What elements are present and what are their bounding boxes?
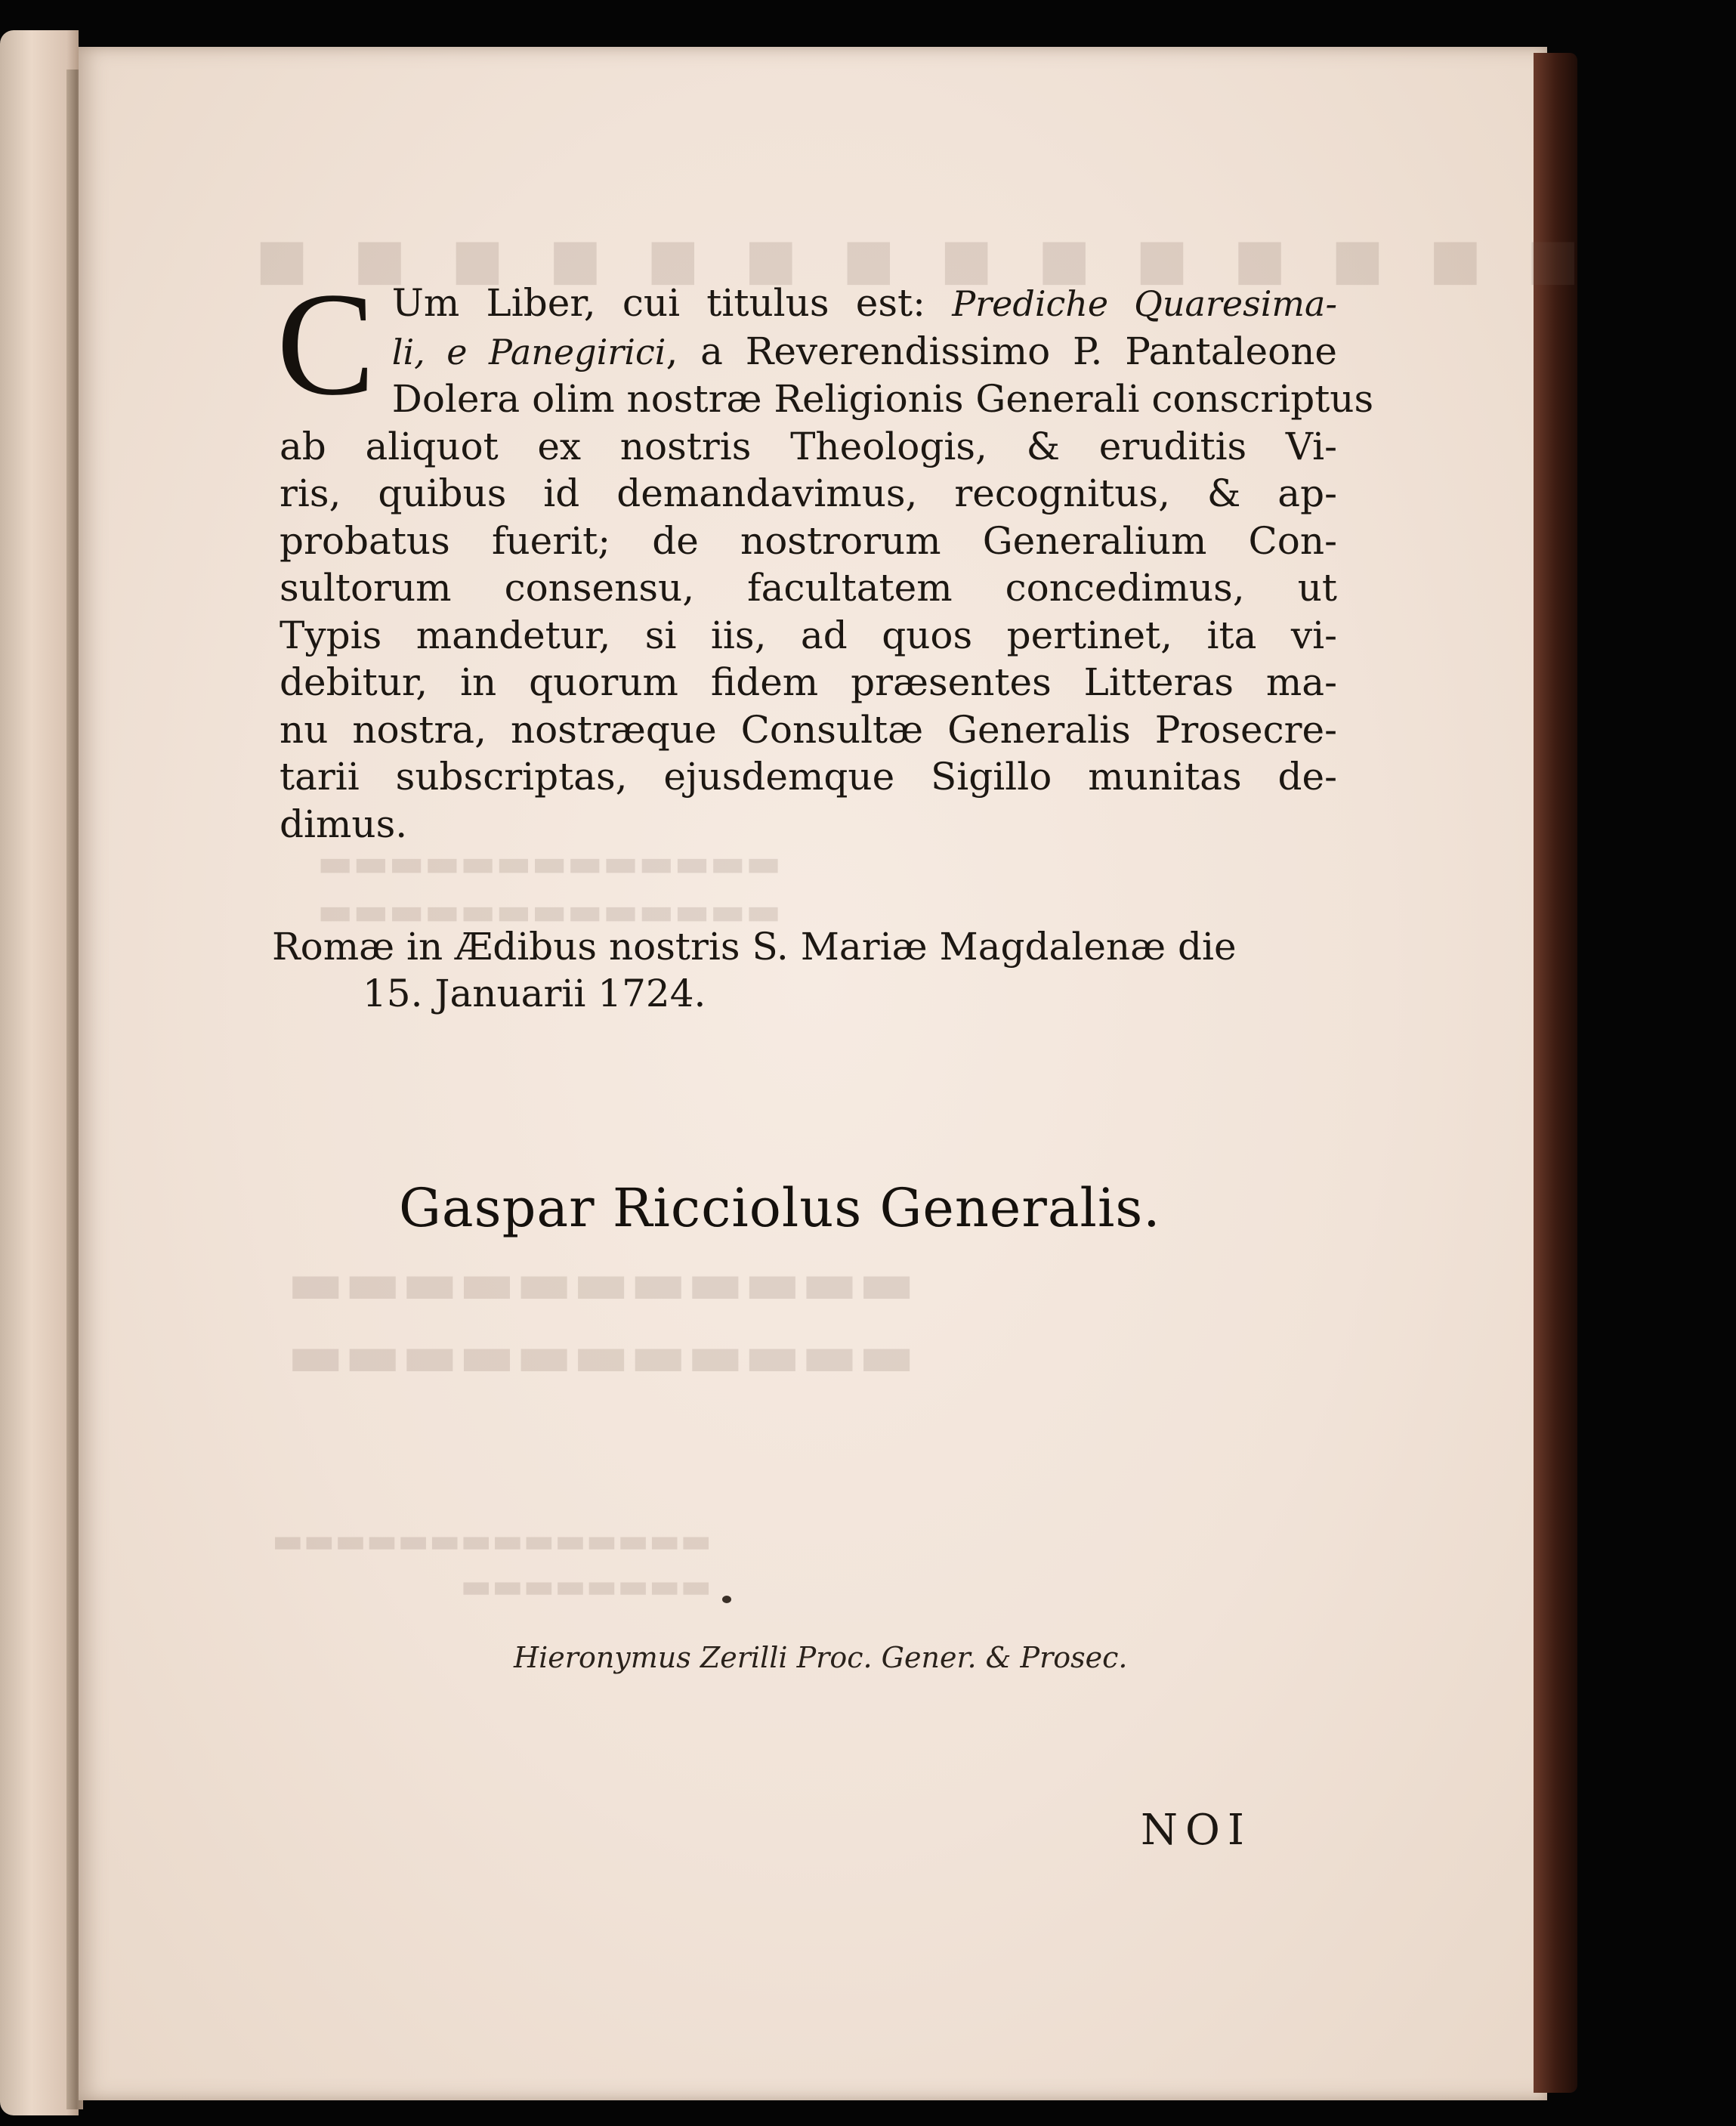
paragraph-line: ris, quibus id demandavimus, recognitus, & ap- [280,471,1337,515]
book-spine-edge [1534,53,1577,2093]
show-through-footer: ▬▬▬▬▬▬▬▬▬▬▬▬▬▬ ▬▬▬▬▬▬▬▬ [272,1522,712,1605]
show-through-heading: ■ ■ ■ ■ ■ ■ ■ ■ ■ ■ ■ ■ ■ ■ [242,227,1580,292]
bullet-dot-icon [722,1596,731,1603]
dateline-date: 15. Januarii 1724. [363,972,706,1015]
paragraph-line: li, e Panegirici, a Reverendissimo P. Pantaleone [391,329,1337,373]
paragraph-line: dimus. [280,802,408,846]
paragraph-line: debitur, in quorum fidem præsentes Litteras ma- [280,660,1337,704]
paragraph-line: Dolera olim nostræ Religionis Generali conscriptus [391,377,1374,421]
paragraph-line: ab aliquot ex nostris Theologis, & eruditis Vi- [280,424,1337,468]
show-through-block: ▬▬▬▬▬▬▬▬▬▬▬▬▬ ▬▬▬▬▬▬▬▬▬▬▬▬▬ [317,841,782,933]
paragraph-line: nu nostra, nostræque Consultæ Generalis Prosecre- [280,707,1337,752]
imprimatur-paragraph [276,262,1374,848]
dateline-place: Romæ in Ædibus nostris S. Mariæ Magdalenæ die [272,925,1237,969]
paragraph-line: tarii subscriptas, ejusdemque Sigillo munitas de- [280,755,1337,799]
paragraph-line: sultorum consensu, facultatem concedimus, ut [280,566,1337,610]
dateline [272,923,1326,1017]
signatory-name: Gaspar Ricciolus Generalis. [399,1177,1161,1239]
catchword: NOI [1141,1806,1253,1855]
paragraph-line: Typis mandetur, si iis, ad quos pertinet, ita vi- [280,613,1337,657]
show-through-names: ▬▬▬▬▬▬▬▬▬▬▬ ▬▬▬▬▬▬▬▬▬▬▬ [287,1247,916,1390]
drop-cap: C [276,262,375,426]
procurator-signature: Hieronymus Zerilli Proc. Gener. & Prosec. [514,1641,1128,1674]
paragraph-line: Um Liber, cui titulus est: Prediche Quaresima- [391,281,1338,325]
paragraph-line: probatus fuerit; de nostrorum Generalium Con- [280,518,1337,563]
